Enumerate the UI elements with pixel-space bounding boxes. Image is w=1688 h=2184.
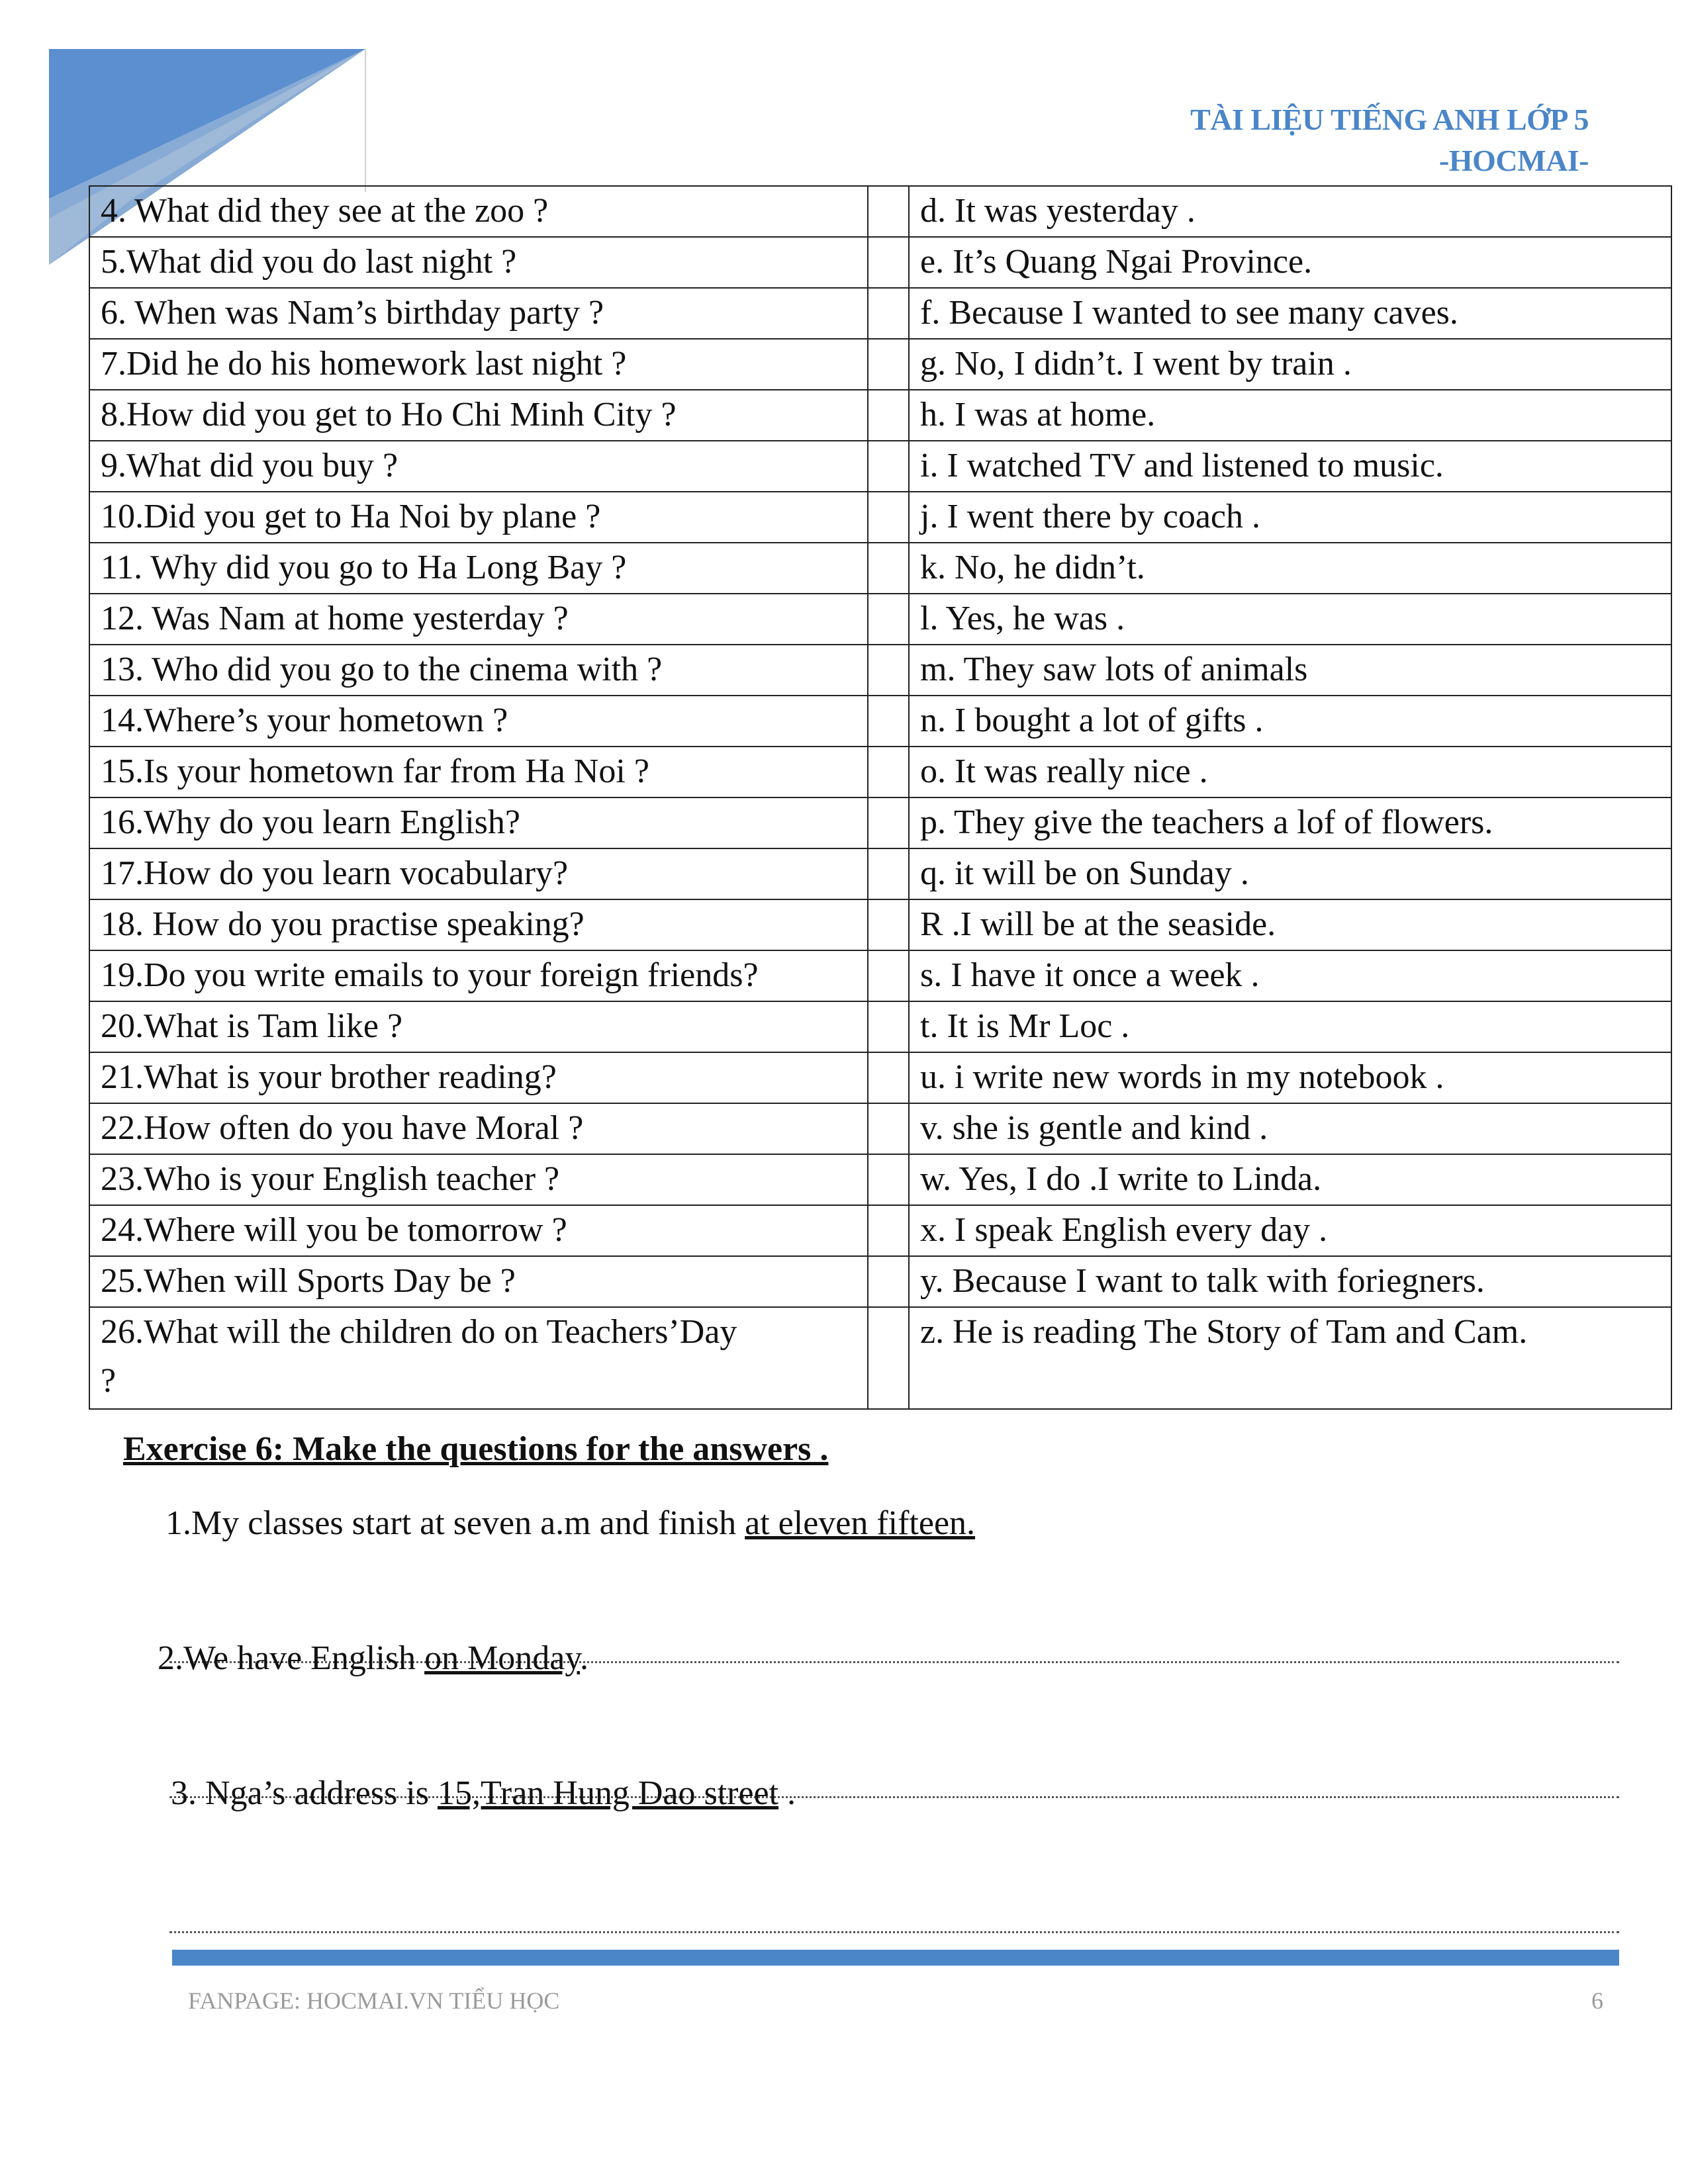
answer-blank-cell[interactable]	[868, 594, 909, 645]
answer-cell: z. He is reading The Story of Tam and Cam.	[909, 1307, 1671, 1409]
answer-cell: x. I speak English every day .	[909, 1205, 1671, 1256]
table-row	[89, 645, 1671, 696]
answer-cell: v. she is gentle and kind .	[909, 1103, 1671, 1154]
answer-cell: i. I watched TV and listened to music.	[909, 441, 1671, 492]
question-cell: 5.What did you do last night ?	[89, 237, 868, 288]
table-row	[89, 543, 1671, 594]
question-cell: 21.What is your brother reading?	[89, 1052, 868, 1103]
item-text: 3. Nga’s address is	[171, 1774, 438, 1812]
answer-blank-cell[interactable]	[868, 950, 909, 1001]
question-cell: 9.What did you buy ?	[89, 441, 868, 492]
item-suffix: .	[778, 1774, 796, 1812]
answer-blank-cell[interactable]	[868, 899, 909, 950]
table-row	[89, 492, 1671, 543]
answer-cell: y. Because I want to talk with foriegners.	[909, 1256, 1671, 1307]
item-underlined-text: on Monday	[424, 1639, 581, 1677]
answer-cell: m. They saw lots of animals	[909, 645, 1671, 696]
answer-cell: h. I was at home.	[909, 390, 1671, 441]
question-cell: 19.Do you write emails to your foreign friends?	[89, 950, 868, 1001]
question-cell: 11. Why did you go to Ha Long Bay ?	[89, 543, 868, 594]
table-row	[89, 1256, 1671, 1307]
answer-blank-cell[interactable]	[868, 1052, 909, 1103]
answer-blank-cell[interactable]	[868, 492, 909, 543]
question-cell: 13. Who did you go to the cinema with ?	[89, 645, 868, 696]
answer-cell: o. It was really nice .	[909, 747, 1671, 797]
item-underlined-text: at eleven fifteen.	[745, 1504, 976, 1542]
question-cell: 20.What is Tam like ?	[89, 1001, 868, 1052]
answer-blank-cell[interactable]	[868, 797, 909, 848]
table-row	[89, 1103, 1671, 1154]
question-cell: 25.When will Sports Day be ?	[89, 1256, 868, 1307]
table-row	[89, 747, 1671, 797]
answer-cell: R .I will be at the seaside.	[909, 899, 1671, 950]
answer-blank-cell[interactable]	[868, 288, 909, 339]
table-row	[89, 797, 1671, 848]
question-text-line2: ?	[101, 1362, 117, 1400]
page-number: 6	[1591, 1987, 1603, 2014]
document-header	[1190, 99, 1589, 181]
answer-cell: g. No, I didn’t. I went by train .	[909, 339, 1671, 390]
answer-blank-cell[interactable]	[868, 1205, 909, 1256]
answer-cell: j. I went there by coach .	[909, 492, 1671, 543]
question-cell: 15.Is your hometown far from Ha Noi ?	[89, 747, 868, 797]
answer-cell: k. No, he didn’t.	[909, 543, 1671, 594]
header-title-line1: TÀI LIỆU TIẾNG ANH LỚP 5	[1190, 103, 1589, 136]
table-row	[89, 1154, 1671, 1205]
answer-blank-cell[interactable]	[868, 339, 909, 390]
item-suffix: .	[580, 1639, 589, 1677]
question-cell: 4. What did they see at the zoo ?	[89, 186, 868, 237]
table-row	[89, 1052, 1671, 1103]
answer-blank-cell[interactable]	[868, 848, 909, 899]
question-cell: 6. When was Nam’s birthday party ?	[89, 288, 868, 339]
answer-cell: f. Because I wanted to see many caves.	[909, 288, 1671, 339]
table-row	[89, 288, 1671, 339]
item-underlined-text: 15,Tran Hung Dao street	[437, 1774, 779, 1812]
answer-blank-cell[interactable]	[868, 1256, 909, 1307]
table-row	[89, 594, 1671, 645]
question-cell: 7.Did he do his homework last night ?	[89, 339, 868, 390]
answer-blank-cell[interactable]	[868, 186, 909, 237]
answer-blank-cell[interactable]	[868, 1154, 909, 1205]
answer-blank-cell[interactable]	[868, 1307, 909, 1409]
question-cell	[89, 1307, 868, 1409]
answer-blank-cell[interactable]	[868, 1001, 909, 1052]
item-text: 1.My classes start at seven a.m and finish	[165, 1504, 745, 1542]
matching-table	[89, 185, 1672, 1410]
answer-cell: w. Yes, I do .I write to Linda.	[909, 1154, 1671, 1205]
exercise-title: Exercise 6: Make the questions for the answers .	[123, 1430, 829, 1468]
question-cell: 23.Who is your English teacher ?	[89, 1154, 868, 1205]
question-cell: 12. Was Nam at home yesterday ?	[89, 594, 868, 645]
answer-cell: p. They give the teachers a lof of flowers.	[909, 797, 1671, 848]
item-text: 2.We have English	[158, 1639, 425, 1677]
answer-blank-cell[interactable]	[868, 543, 909, 594]
table-row	[89, 1307, 1671, 1409]
table-row	[89, 339, 1671, 390]
table-row	[89, 186, 1671, 237]
answer-blank-cell[interactable]	[868, 390, 909, 441]
table-row	[89, 899, 1671, 950]
answer-cell: e. It’s Quang Ngai Province.	[909, 237, 1671, 288]
answer-blank-cell[interactable]	[868, 747, 909, 797]
table-row	[89, 1001, 1671, 1052]
table-row	[89, 848, 1671, 899]
exercise-item-3	[171, 1774, 796, 1813]
answer-line-3[interactable]	[169, 1931, 1619, 1933]
exercise-item-1	[165, 1504, 975, 1543]
footer-bar	[172, 1950, 1619, 1966]
question-cell: 16.Why do you learn English?	[89, 797, 868, 848]
answer-blank-cell[interactable]	[868, 645, 909, 696]
answer-cell: s. I have it once a week .	[909, 950, 1671, 1001]
table-row	[89, 1205, 1671, 1256]
question-cell: 10.Did you get to Ha Noi by plane ?	[89, 492, 868, 543]
question-cell: 17.How do you learn vocabulary?	[89, 848, 868, 899]
answer-cell: u. i write new words in my notebook .	[909, 1052, 1671, 1103]
question-cell: 14.Where’s your hometown ?	[89, 696, 868, 747]
question-cell: 8.How did you get to Ho Chi Minh City ?	[89, 390, 868, 441]
table-row	[89, 390, 1671, 441]
answer-cell: n. I bought a lot of gifts .	[909, 696, 1671, 747]
question-cell: 18. How do you practise speaking?	[89, 899, 868, 950]
matching-table-body	[89, 186, 1671, 1409]
answer-cell: t. It is Mr Loc .	[909, 1001, 1671, 1052]
answer-blank-cell[interactable]	[868, 441, 909, 492]
table-row	[89, 441, 1671, 492]
question-cell: 22.How often do you have Moral ?	[89, 1103, 868, 1154]
answer-blank-cell[interactable]	[868, 696, 909, 747]
table-row	[89, 237, 1671, 288]
footer-fanpage-text: FANPAGE: HOCMAI.VN TIỂU HỌC	[188, 1987, 560, 2014]
question-cell: 24.Where will you be tomorrow ?	[89, 1205, 868, 1256]
answer-cell: d. It was yesterday .	[909, 186, 1671, 237]
table-row	[89, 696, 1671, 747]
answer-cell: q. it will be on Sunday .	[909, 848, 1671, 899]
answer-blank-cell[interactable]	[868, 1103, 909, 1154]
answer-cell: l. Yes, he was .	[909, 594, 1671, 645]
answer-blank-cell[interactable]	[868, 237, 909, 288]
question-text-line1: 26.What will the children do on Teachers’Day	[101, 1313, 737, 1351]
exercise-item-2	[158, 1639, 588, 1678]
table-row	[89, 950, 1671, 1001]
header-title-line2: -HOCMAI-	[1439, 144, 1589, 177]
